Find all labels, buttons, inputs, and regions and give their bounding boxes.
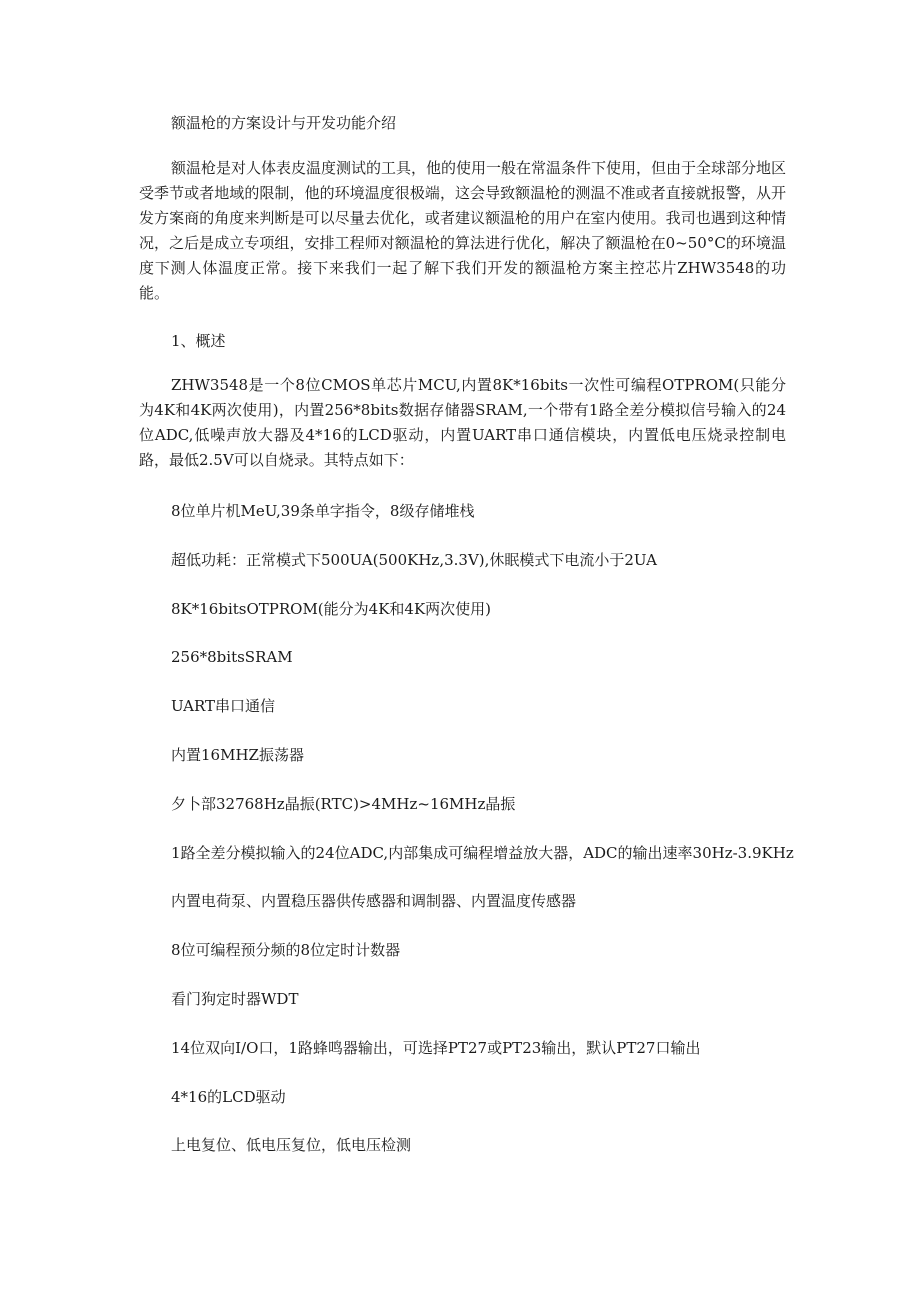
overview-paragraph: ZHW3548是一个8位CMOS单芯片MCU,内置8K*16bits一次性可编程OTPROM(只能分为4K和4K两次使用)，内置256*8bits数据存储器SRAM,一个带有1路全差分模拟信号输入的24位ADC,低噪声放大器及4*16的LCD驱动，内置UART串口通信模块，内置低电压烧录控制电路，最低2.5V可以自烧录。其特点如下：: [139, 376, 786, 469]
intro-paragraph: 额温枪是对人体表皮温度测试的工具，他的使用一般在常温条件下使用，但由于全球部分地区受季节或者地域的限制，他的环境温度很极端，这会导致额温枪的测温不准或者直接就报警，从开发方案商的角度来判断是可以尽量去优化，或者建议额温枪的用户在室内使用。我司也遇到这种情况，之后是成立专项组，安排工程师对额温枪的算法进行优化，解决了额温枪在0~50°C的环境温度下测人体温度正常。接下来我们一起了解下我们开发的额温枪方案主控芯片ZHW3548的功能。: [139, 159, 787, 302]
feature-item: 256*8bitsSRAM: [171, 648, 293, 667]
feature-item: 1路全差分模拟输入的24位ADC,内部集成可编程增益放大器，ADC的输出速率30Hz-3.9KHz: [171, 843, 794, 862]
feature-item: 内置16MHZ振荡器: [171, 745, 304, 764]
feature-item: 上电复位、低电压复位，低电压检测: [171, 1136, 412, 1155]
feature-list: [171, 500, 794, 1183]
feature-item: 8位单片机MeU,39条单字指令，8级存储堆栈: [171, 502, 475, 520]
feature-item: 8位可编程预分频的8位定时计数器: [171, 941, 401, 960]
feature-item: UART串口通信: [171, 697, 276, 716]
feature-item: 4*16的LCD驱动: [171, 1087, 286, 1106]
document-title: 额温枪的方案设计与开发功能介绍: [171, 114, 397, 132]
feature-item: 超低功耗：正常模式下500UA(500KHz,3.3V),休眠模式下电流小于2UA: [171, 550, 657, 569]
feature-item: 看门狗定时器WDT: [171, 989, 299, 1008]
feature-item: 14位双向I/O口，1路蜂鸣器输出，可选择PT27或PT23输出，默认PT27口输出: [171, 1038, 701, 1057]
feature-item: 8K*16bitsOTPROM(能分为4K和4K两次使用): [171, 599, 492, 618]
section-heading-overview: 1、概述: [171, 332, 226, 350]
feature-item: 夕卜部32768Hz晶振(RTC)>4MHz~16MHz晶振: [171, 794, 516, 813]
feature-item: 内置电荷泵、内置稳压器供传感器和调制器、内置温度传感器: [171, 892, 577, 911]
